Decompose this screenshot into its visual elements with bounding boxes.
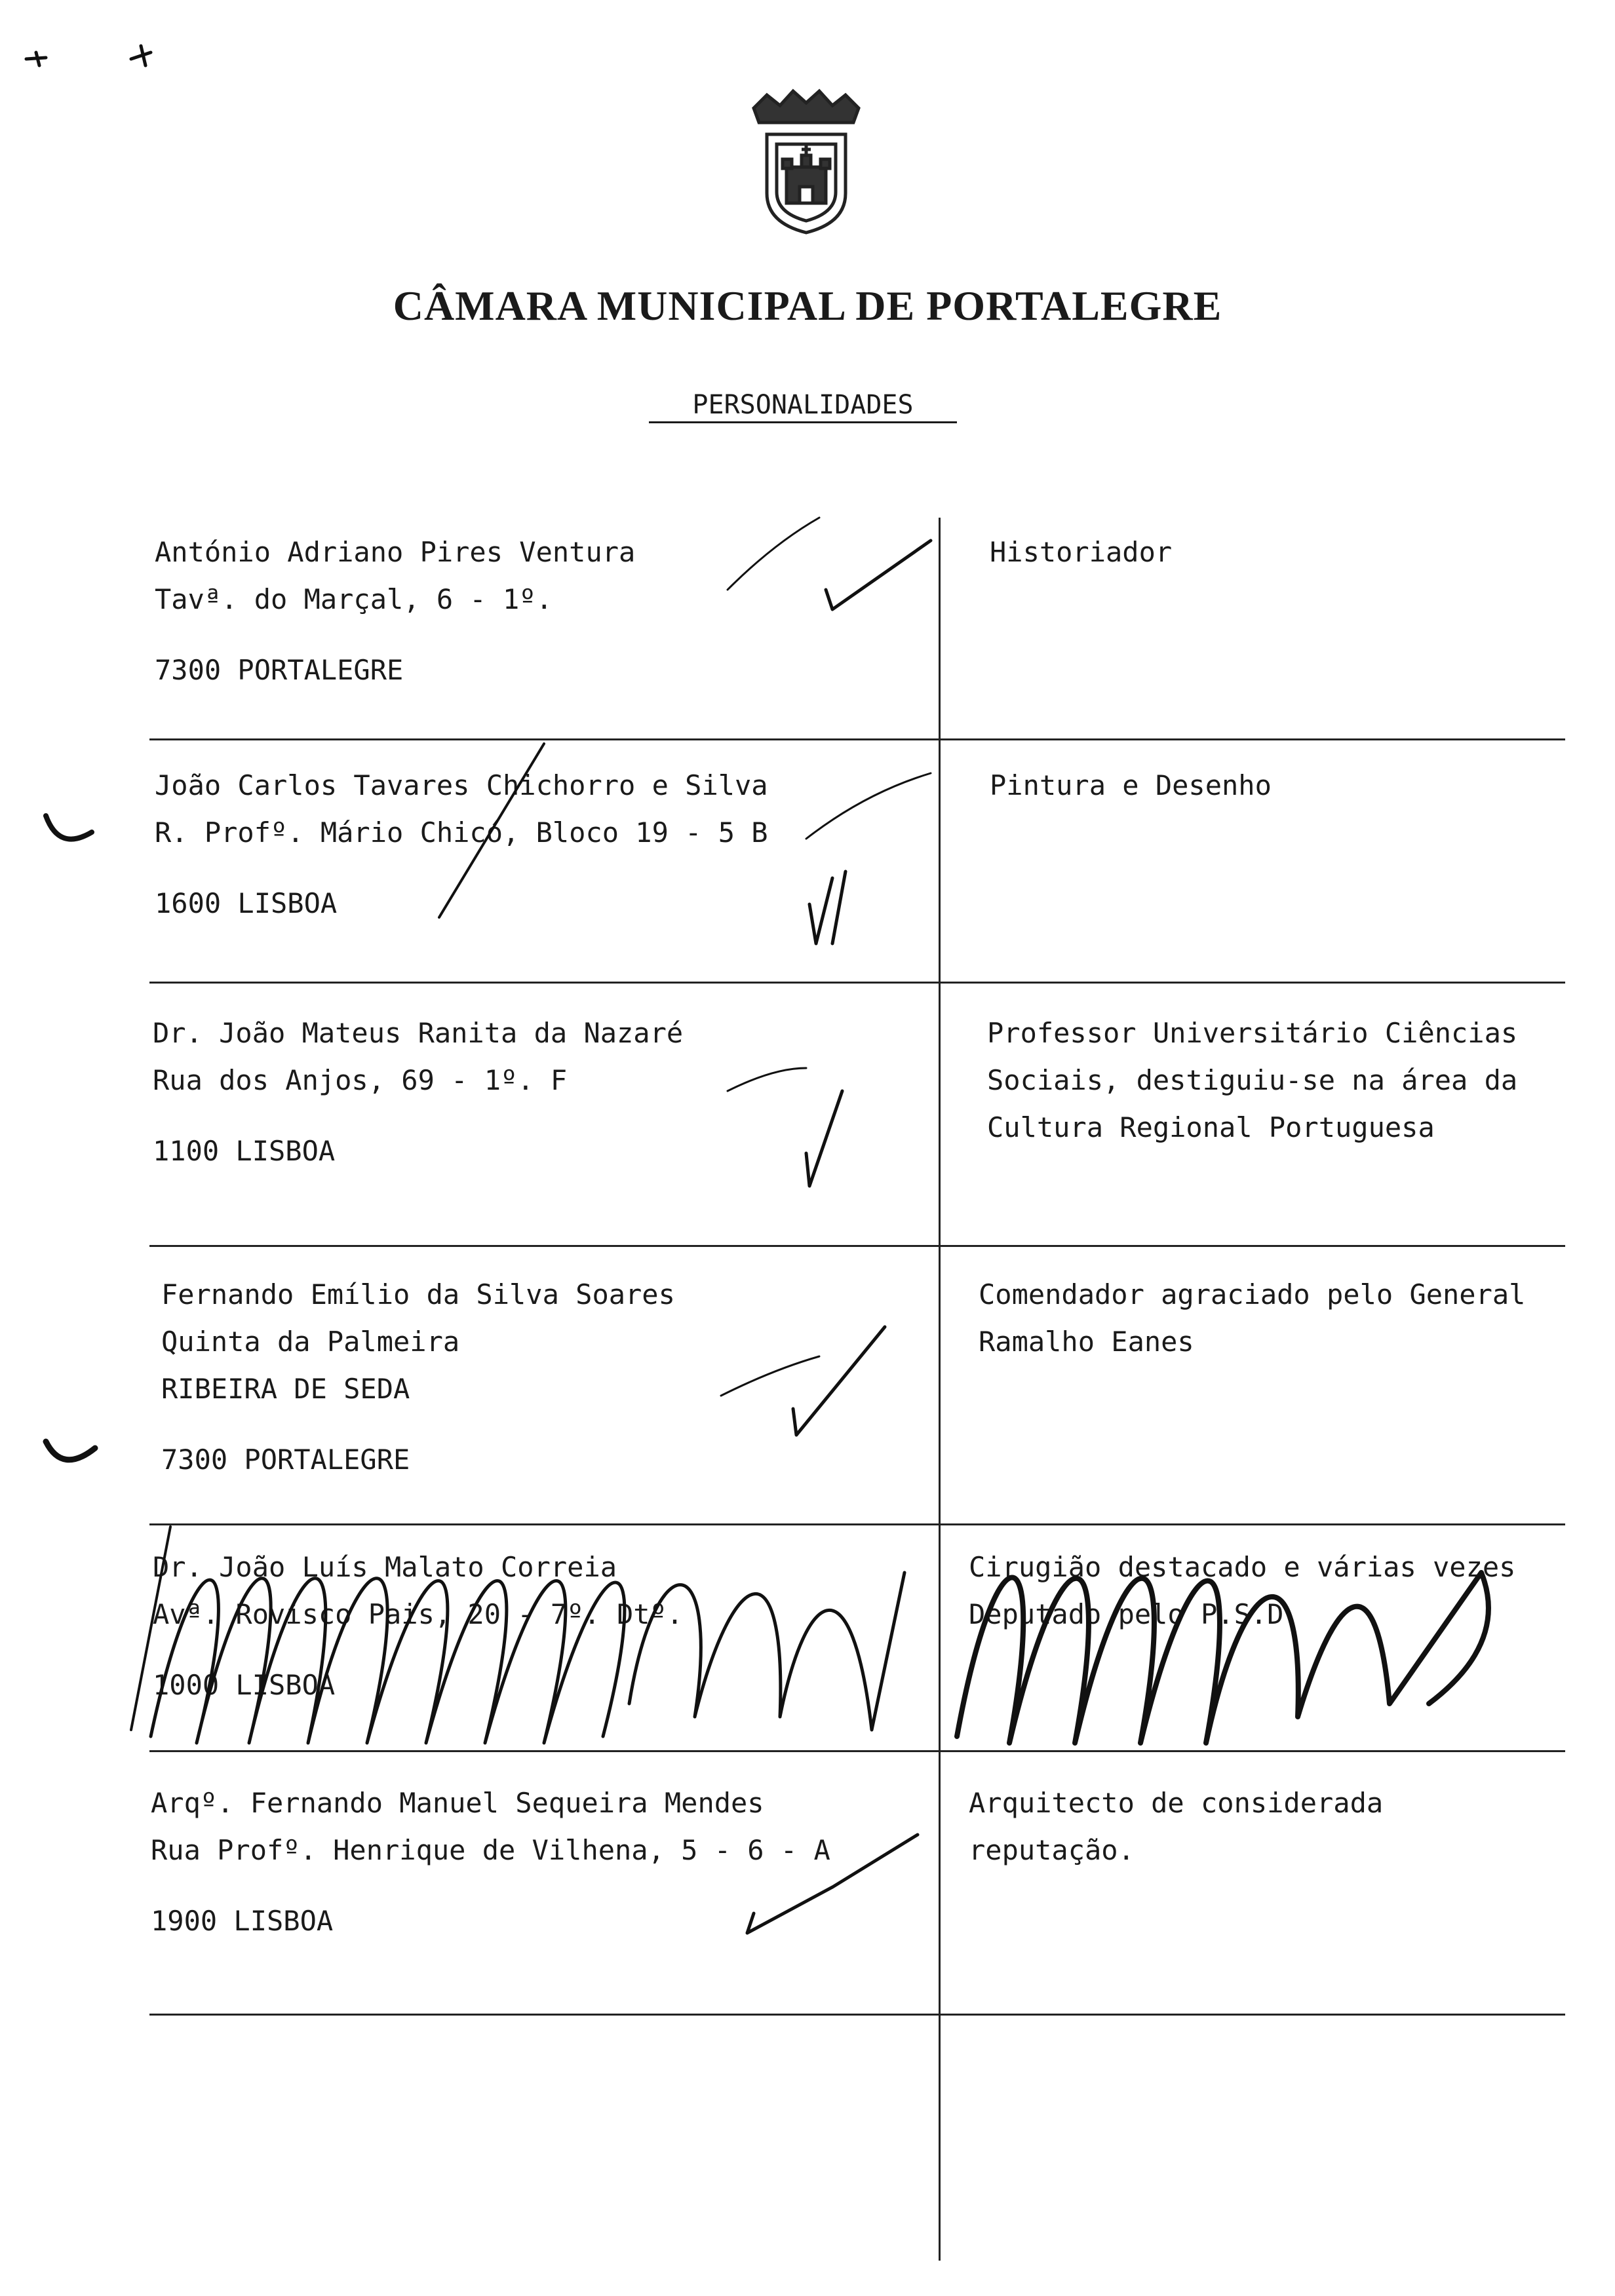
entry-street: Tavª. do Marçal, 6 - 1º. [155,583,553,615]
entry-city: 7300 PORTALEGRE [161,1444,410,1476]
entry-name: António Adriano Pires Ventura [155,536,636,568]
entry-address [155,762,768,927]
entry-name: João Carlos Tavares Chichorro e Silva [155,769,768,801]
check-mark-icon [806,773,931,839]
entry-city: 1000 LISBOA [153,1669,336,1701]
row-divider [149,982,1565,984]
entry-description: Historiador [990,536,1173,568]
entry-city: 1900 LISBOA [151,1905,334,1937]
entry-city: 1600 LISBOA [155,887,338,919]
entry-street: Quinta da Palmeira [161,1326,460,1358]
entry-name: Arqº. Fernando Manuel Sequeira Mendes [151,1787,764,1819]
entry-street: R. Profº. Mário Chicó, Bloco 19 - 5 B [155,816,768,849]
row-divider [149,2014,1565,2016]
row-divider [149,1750,1565,1752]
entry-city: 1100 LISBOA [153,1135,336,1167]
check-mark-icon [728,518,819,590]
entry-name: Fernando Emílio da Silva Soares [161,1278,675,1311]
entry-city: 7300 PORTALEGRE [155,654,404,686]
margin-tick-icon [46,1442,95,1460]
check-mark-icon [806,1091,842,1186]
ink-speck [26,46,151,66]
entry-description: Pintura e Desenho [990,769,1272,801]
entry-locality: RIBEIRA DE SEDA [161,1373,410,1405]
check-mark-icon [793,1327,885,1435]
entry-description: Cirugião destacado e várias vezes Deputado pelo P.S.D. [969,1551,1516,1630]
entry-address [161,1271,675,1483]
check-mark-icon [728,1068,806,1091]
check-mark-icon [809,871,846,944]
heading-underline [649,421,957,423]
entry-street: Rua dos Anjos, 69 - 1º. F [153,1064,568,1096]
entry-name: Dr. João Luís Malato Correia [153,1551,617,1583]
check-mark-icon [721,1356,819,1396]
entry-description: Arquitecto de considerada reputação. [969,1787,1384,1866]
municipal-crest-icon [741,82,872,239]
entry-address [151,1780,830,1945]
entry-address [153,1010,683,1175]
entry-address [153,1544,683,1709]
entry-street: Rua Profº. Henrique de Vilhena, 5 - 6 - A [151,1834,830,1866]
row-divider [149,1245,1565,1247]
section-heading: PERSONALIDADES [692,390,914,420]
check-mark-icon [826,541,931,609]
entry-address [155,529,635,694]
page-title: CÂMARA MUNICIPAL DE PORTALEGRE [393,282,1222,329]
margin-tick-icon [46,816,92,839]
row-divider [149,1523,1565,1525]
entry-street: Avª. Rovisco Pais, 20 - 7º. Dtº. [153,1598,684,1630]
row-divider [149,738,1565,740]
table-column-divider [939,518,941,2261]
entry-description: Professor Universitário Ciências Sociais, destiguiu-se na área da Cultura Regional Portuguesa [987,1017,1518,1143]
entry-name: Dr. João Mateus Ranita da Nazaré [153,1017,684,1049]
entry-description: Comendador agraciado pelo General Ramalho Eanes [979,1278,1526,1358]
